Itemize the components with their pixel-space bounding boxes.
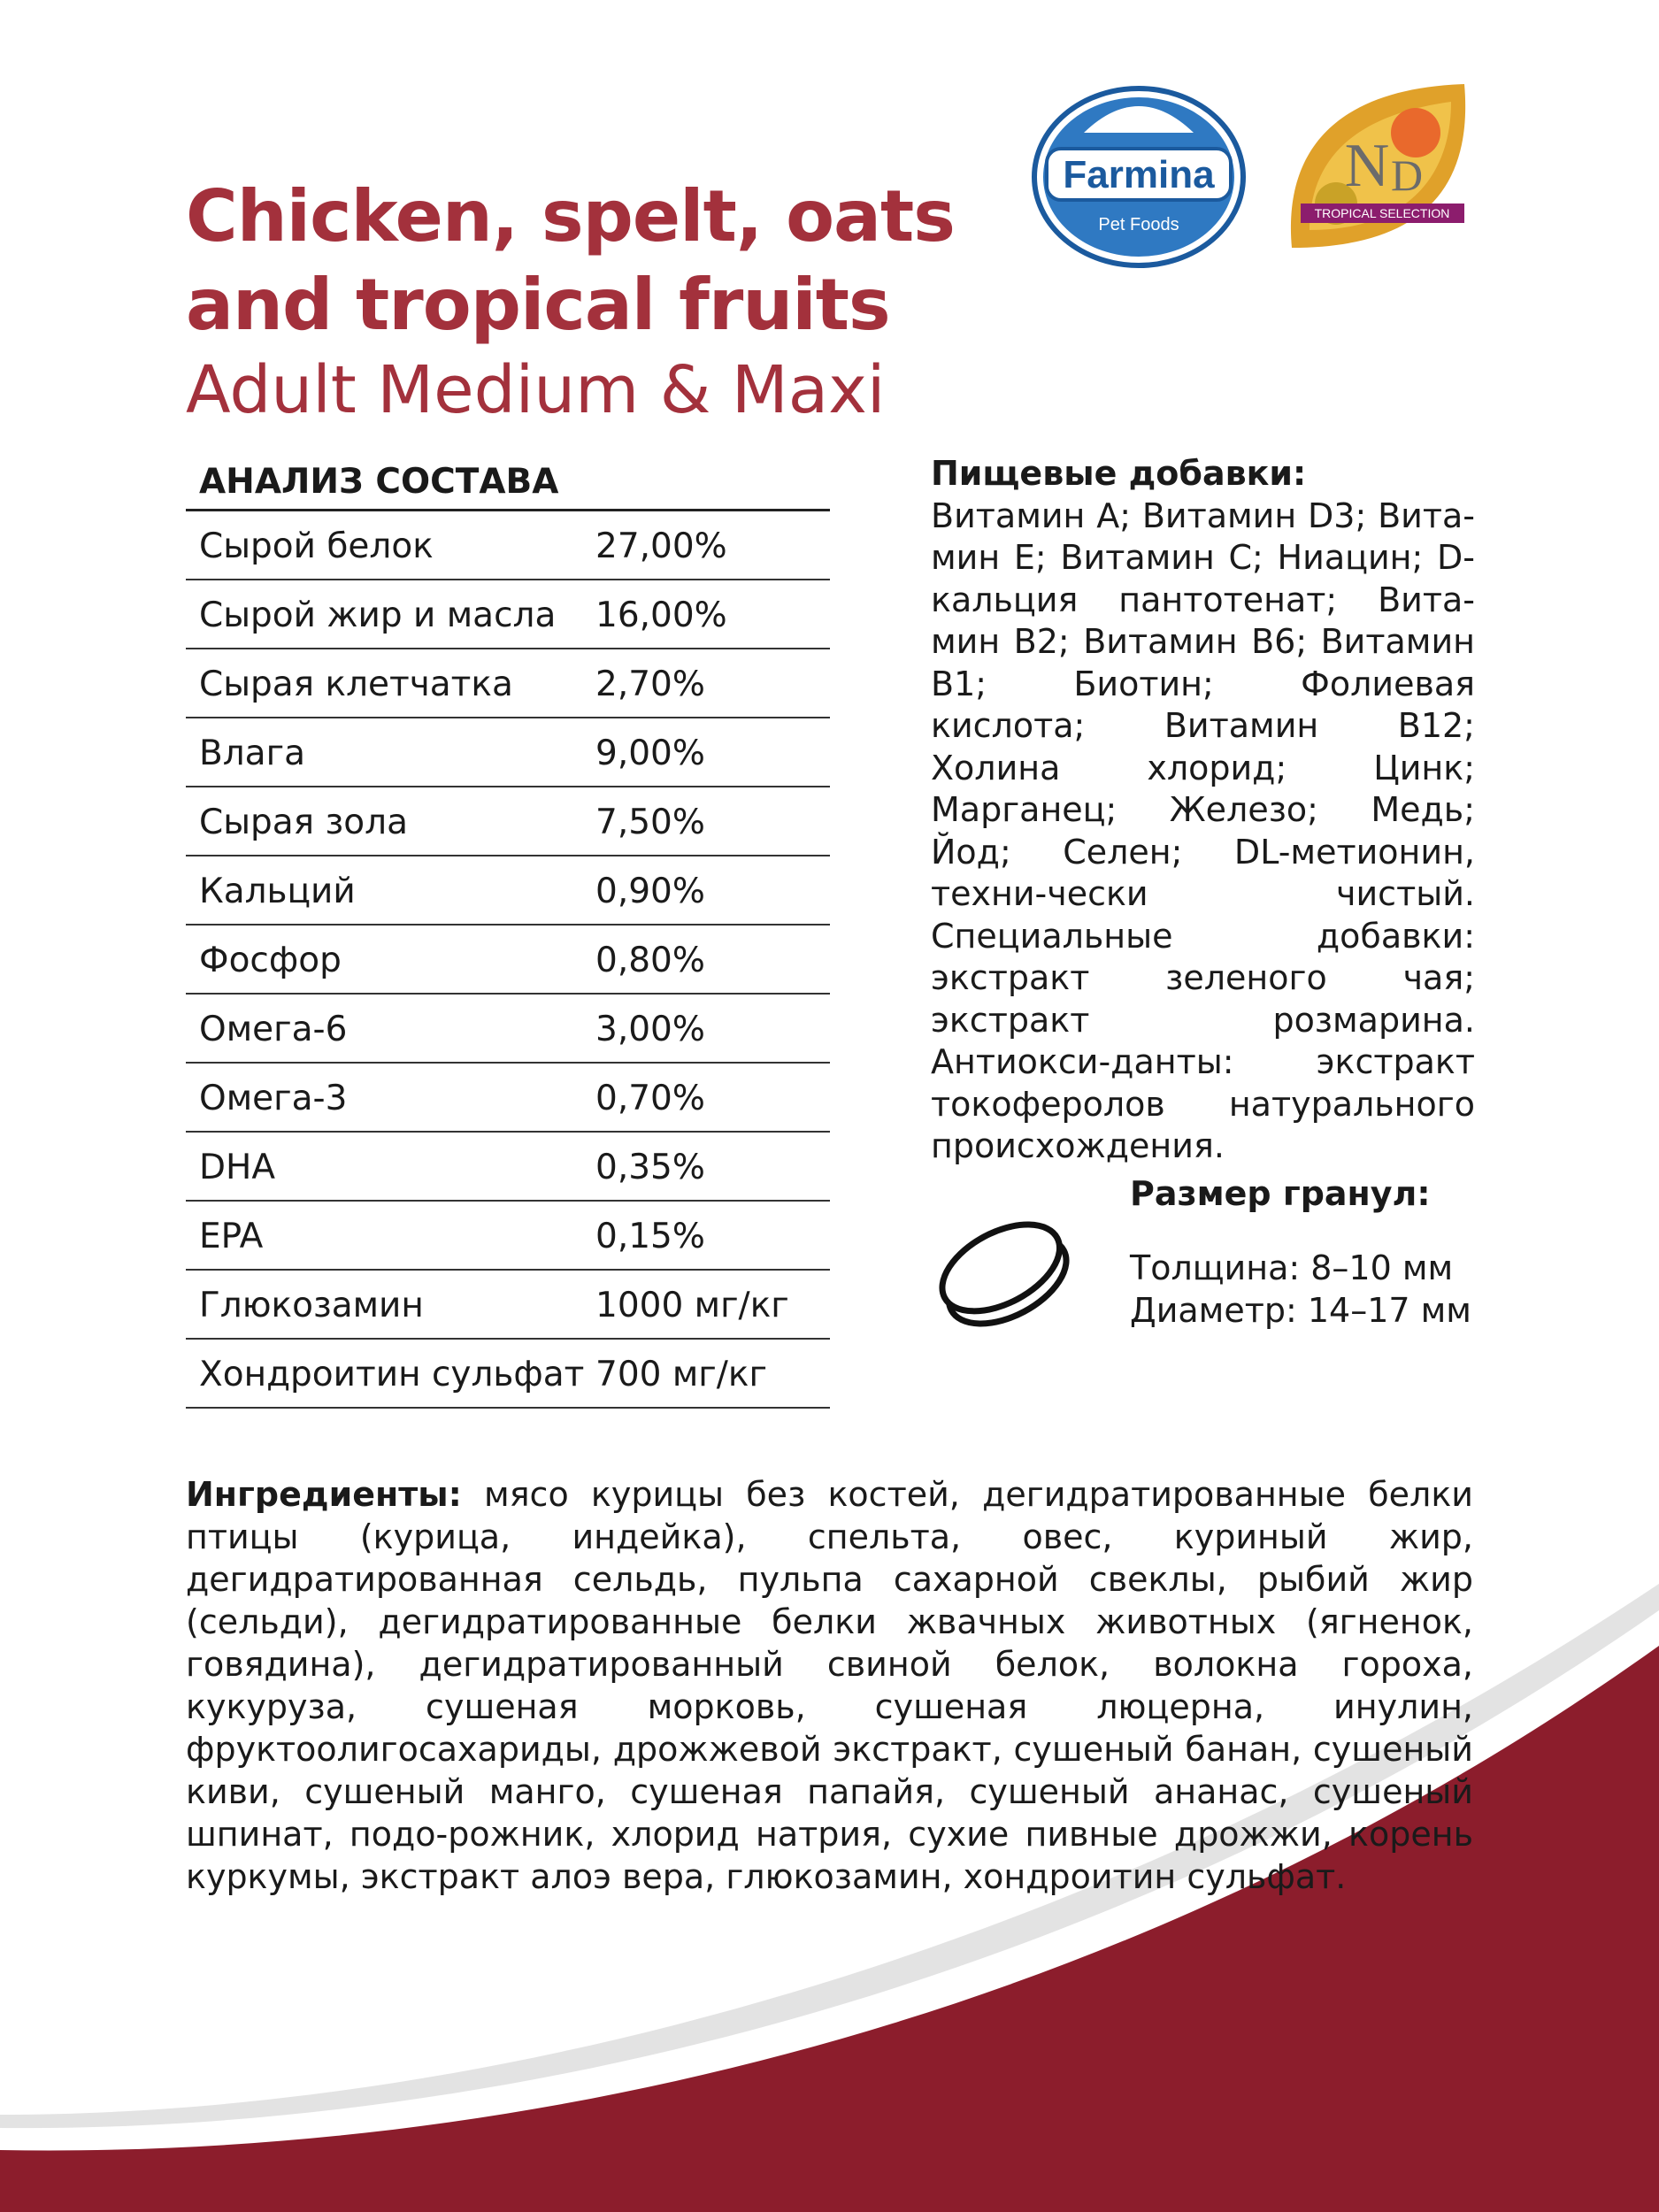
analysis-row-name: Глюкозамин <box>199 1286 424 1325</box>
analysis-row-value: 1000 мг/кг <box>595 1286 789 1325</box>
analysis-row-value: 2,70% <box>595 664 705 704</box>
analysis-row-name: Сырая клетчатка <box>199 664 513 704</box>
additives-block <box>931 453 1475 1168</box>
analysis-row-name: Омега-6 <box>199 1010 348 1049</box>
svg-text:Pet Foods: Pet Foods <box>1098 215 1179 234</box>
analysis-row-value: 3,00% <box>595 1010 705 1049</box>
kibble-diameter: Диаметр: 14–17 мм <box>1130 1291 1471 1330</box>
additives-heading: Пищевые добавки: <box>931 454 1307 493</box>
kibble-size <box>1130 1172 1471 1332</box>
analysis-row-name: Кальций <box>199 872 356 911</box>
ingredients-block <box>186 1473 1473 1898</box>
analysis-table <box>186 456 830 1409</box>
analysis-title: АНАЛИЗ СОСТАВА <box>186 456 830 511</box>
analysis-row-value: 27,00% <box>595 526 727 566</box>
ingredients-text: мясо курицы без костей, дегидратированные белки птицы (курица, индейка), спельта, овес, куриный жир, дегидратированная сельдь, пульпа сахарной свеклы, рыбий жир (сельди), дегидратированные белки жвачных животных (ягненок, говядина), дегидратированный свиной белок, волокна гороха, кукуруза, сушеная морковь, сушеная люцерна, инулин, фруктоолигосахариды, дрожжевой экстракт, сушеный банан, сушеный киви, сушеный манго, сушеная папайя, сушеный ананас, сушеный шпинат, подо-рожник, хлорид натрия, сухие пивные дрожжи, корень куркумы, экстракт алоэ вера, глюкозамин, хондроитин сульфат. <box>186 1475 1473 1896</box>
analysis-row-name: Фосфор <box>199 941 342 980</box>
analysis-row-name: Хондроитин сульфат <box>199 1355 585 1394</box>
analysis-row-value: 700 мг/кг <box>595 1355 767 1394</box>
analysis-row-name: Влага <box>199 733 305 773</box>
analysis-row <box>186 787 830 856</box>
analysis-row-value: 0,80% <box>595 941 705 980</box>
analysis-row <box>186 995 830 1064</box>
analysis-row-name: Омега-3 <box>199 1079 348 1118</box>
analysis-row-name: Сырой белок <box>199 526 434 566</box>
analysis-row-value: 7,50% <box>595 803 705 842</box>
analysis-row-name: DHA <box>199 1148 276 1187</box>
analysis-row <box>186 649 830 718</box>
svg-text:D: D <box>1390 150 1424 200</box>
kibble-thickness: Толщина: 8–10 мм <box>1130 1248 1454 1287</box>
kibble-icon <box>933 1212 1075 1336</box>
analysis-row <box>186 1340 830 1409</box>
analysis-row-value: 0,70% <box>595 1079 705 1118</box>
analysis-row-value: 0,90% <box>595 872 705 911</box>
analysis-row <box>186 1202 830 1271</box>
analysis-row <box>186 1064 830 1133</box>
analysis-row-name: Сырой жир и масла <box>199 595 557 635</box>
analysis-row <box>186 718 830 787</box>
analysis-row <box>186 1133 830 1202</box>
analysis-row-value: 0,35% <box>595 1148 705 1187</box>
analysis-row <box>186 926 830 995</box>
analysis-row <box>186 1271 830 1340</box>
analysis-row-value: 16,00% <box>595 595 727 635</box>
svg-text:TROPICAL SELECTION: TROPICAL SELECTION <box>1314 206 1450 220</box>
analysis-row-name: EPA <box>199 1217 264 1256</box>
analysis-row-value: 0,15% <box>595 1217 705 1256</box>
nd-tropical-logo <box>1283 80 1473 252</box>
ingredients-heading: Ингредиенты: <box>186 1475 462 1514</box>
kibble-heading: Размер гранул: <box>1130 1174 1431 1213</box>
analysis-row-name: Сырая зола <box>199 803 408 842</box>
svg-text:N: N <box>1344 132 1390 200</box>
farmina-logo <box>1031 80 1248 270</box>
analysis-row <box>186 511 830 580</box>
additives-text: Витамин А; Витамин D3; Вита-мин Е; Витамин С; Ниацин; D-кальция пантотенат; Вита-мин В2; Витамин В6; Витамин В1; Биотин; Фолиевая кислота; Витамин В12; Холина хлорид; Цинк; Марганец; Железо; Медь; Йод; Селен; DL-метионин, техни-чески чистый. Специальные добавки: экстракт зеленого чая; экстракт розмарина. Антиокси-данты: экстракт токоферолов натурального происхождения. <box>931 495 1475 1165</box>
product-subtitle: Adult Medium & Maxi <box>186 352 886 428</box>
analysis-row-value: 9,00% <box>595 733 705 773</box>
analysis-row <box>186 856 830 926</box>
analysis-row <box>186 580 830 649</box>
svg-text:Farmina: Farmina <box>1063 153 1215 196</box>
product-title: Chicken, spelt, oats and tropical fruits <box>186 175 955 346</box>
